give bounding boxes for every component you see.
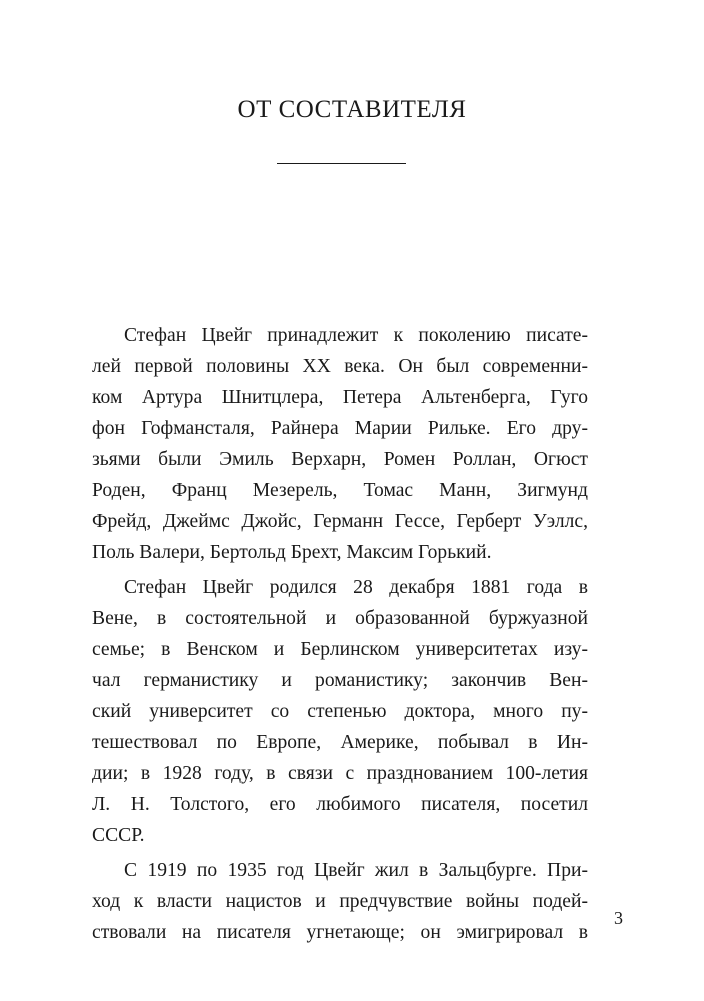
text-line: ствовали на писателя угнетающе; он эмигрировал в xyxy=(92,922,588,943)
text-line: ком Артура Шнитцлера, Петера Альтенберга, Гуго xyxy=(92,387,588,408)
page-number: 3 xyxy=(614,908,623,928)
text-line: Поль Валери, Бертольд Брехт, Максим Горький. xyxy=(92,542,492,563)
title-divider xyxy=(277,163,406,164)
body-text xyxy=(92,320,588,948)
paragraph-2 xyxy=(92,572,588,851)
text-line: Стефан Цвейг принадлежит к поколению писате- xyxy=(124,325,588,346)
text-line: зьями были Эмиль Верхарн, Ромен Роллан, Огюст xyxy=(92,449,588,470)
text-line: ский университет со степенью доктора, много пу- xyxy=(92,701,588,722)
text-line: Стефан Цвейг родился 28 декабря 1881 года в xyxy=(124,577,588,598)
text-line: чал германистику и романистику; закончив Вен- xyxy=(92,670,588,691)
text-line: лей первой половины XX века. Он был современни- xyxy=(92,356,588,377)
text-line: дии; в 1928 году, в связи с празднованием 100-летия xyxy=(92,763,588,784)
text-line: Роден, Франц Мезерель, Томас Манн, Зигмунд xyxy=(92,480,588,501)
text-line: С 1919 по 1935 год Цвейг жил в Зальцбурге. При- xyxy=(124,860,588,881)
paragraph-3 xyxy=(92,855,588,948)
text-line: Фрейд, Джеймс Джойс, Германн Гессе, Герберт Уэллс, xyxy=(92,511,588,532)
text-line: Л. Н. Толстого, его любимого писателя, посетил xyxy=(92,794,588,815)
text-line: семье; в Венском и Берлинском университетах изу- xyxy=(92,639,588,660)
paragraph-1 xyxy=(92,320,588,568)
text-line: ход к власти нацистов и предчувствие войны подей- xyxy=(92,891,588,912)
text-line: Вене, в состоятельной и образованной буржуазной xyxy=(92,608,588,629)
text-line: тешествовал по Европе, Америке, побывал в Ин- xyxy=(92,732,588,753)
text-line: фон Гофмансталя, Райнера Марии Рильке. Его дру- xyxy=(92,418,588,439)
text-line: СССР. xyxy=(92,825,145,846)
page-title: ОТ СОСТАВИТЕЛЯ xyxy=(237,96,467,123)
